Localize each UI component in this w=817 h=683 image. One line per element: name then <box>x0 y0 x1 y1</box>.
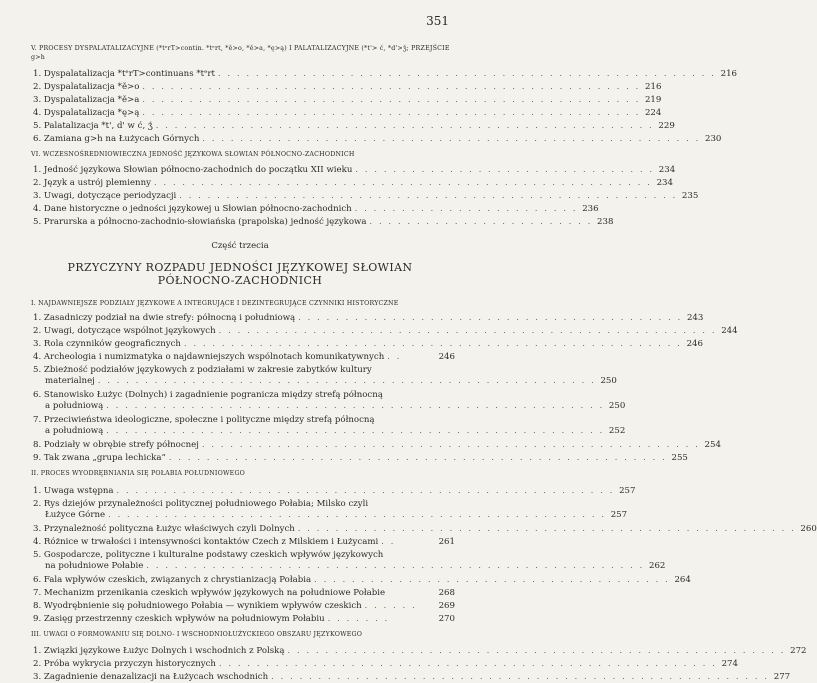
toc-entry-label-cont: na południowe Połabie <box>45 560 144 571</box>
toc-entry[interactable] <box>33 537 455 548</box>
toc-entry[interactable] <box>33 108 662 119</box>
dot-leader: . . <box>387 352 402 361</box>
toc-entry-page: 216 <box>720 69 738 79</box>
section-heading-vi: VI. WCZESNOŚREDNIOWIECZNA JEDNOŚĆ JĘZYKOWA SŁOWIAN PÓŁNOCNO-ZACHODNICH <box>31 151 355 158</box>
toc-entry-page: 246 <box>438 352 455 362</box>
toc-entry[interactable] <box>33 165 676 176</box>
toc-entry-page: 274 <box>721 659 738 669</box>
toc-entry[interactable] <box>33 204 599 215</box>
toc-entry-page: 244 <box>721 326 738 336</box>
toc-entry[interactable] <box>33 440 721 451</box>
toc-entry-page: 229 <box>658 121 675 131</box>
dot-leader: . . . . . . . . . . . . . . . . . . . . . . . . <box>369 217 593 226</box>
toc-entry-page: 252 <box>608 425 626 436</box>
toc-entry-label: 1. Zasadniczy podział na dwie strefy: północną i południową <box>33 313 296 323</box>
toc-entry[interactable] <box>33 601 455 612</box>
toc-entry[interactable] <box>33 550 666 571</box>
part-title-line2: PÓŁNOCNO-ZACHODNICH <box>157 274 323 287</box>
toc-entry[interactable] <box>33 524 817 535</box>
toc-entry-label: 4. Różnice w trwałości i intensywności kontaktów Czech z Milskiem i Łużycami <box>33 537 379 547</box>
toc-entry-page: 268 <box>438 588 455 598</box>
toc-entry-label: 6. Stanowisko Łużyc (Dolnych) i zagadnienie pogranicza między strefą północną <box>33 390 383 400</box>
toc-entry-page: 243 <box>686 313 704 323</box>
dot-leader: . . . . . . . . . . . . . . . . . . . . . . . . . . . . . . . . . . . . . . . . . . . . . . . . . . . . . <box>142 95 641 104</box>
toc-entry-label: 4. Dyspalatalizacja *ę>ą <box>33 108 140 118</box>
dot-leader: . . . . . . . . . . . . . . . . . . . . . . . . . . . . . . . . . . . . . . . . . . . . . . . . . . . . . <box>168 453 667 462</box>
toc-entry-label: 2. Uwagi, dotyczące wspólnot językowych <box>33 326 216 336</box>
toc-entry-label: 3. Zagadnienie denazalizacji na Łużycach wschodnich <box>33 672 269 682</box>
toc-entry[interactable] <box>33 95 662 106</box>
toc-entry-page: 236 <box>582 204 599 214</box>
toc-entry[interactable] <box>33 69 738 80</box>
part-title-line1: PRZYCZYNY ROZPADU JEDNOŚCI JĘZYKOWEJ SŁOWIAN <box>67 261 413 274</box>
dot-leader: . . . . . . . . . . . . . . . . . . . . . . . . . . . . . . . . . . . . . . . . . . . . . . . . . . . . . <box>202 134 701 143</box>
toc-entry-label: 3. Przynależność polityczna Łużyc właściwych czyli Dolnych <box>33 524 295 534</box>
toc-entry-page: 224 <box>644 108 662 118</box>
dot-leader: . . . . . . . . . . . . . . . . . . . . . . . . . . . . . . . . . . . . . . . . . . . . . . . . . . . . . <box>183 339 682 348</box>
toc-entry-label: 6. Zamiana g>h na Łużycach Górnych <box>33 134 200 144</box>
dot-leader: . . . . . . . . . . . . . . . . . . . . . . . . . . . . . . . . . . . . . . . . . . . . . . . . . . . . . <box>106 425 605 435</box>
dot-leader: . . . . . . . . . . . . . . . . . . . . . . . . <box>354 204 578 213</box>
dot-leader: . . . . . . . . . . . . . . . . . . . . . . . . . . . . . . . . . . . . . . . . . . . . . . . . . . . . . <box>108 509 607 519</box>
toc-entry[interactable] <box>33 486 636 497</box>
dot-leader: . . <box>381 537 396 546</box>
toc-entry-page: 219 <box>644 95 662 105</box>
toc-entry-label: 3. Uwagi, dotyczące periodyzacji <box>33 191 177 201</box>
toc-entry-page: 235 <box>681 191 699 201</box>
toc-entry-page: 269 <box>438 601 455 611</box>
toc-entry-page: 257 <box>610 509 628 520</box>
dot-leader: . . . . . . . . . . . . . . . . . . . . . . . . . . . . . . . . . . . . . . <box>314 575 670 584</box>
toc-entry-page: 255 <box>671 453 688 463</box>
toc-entry[interactable] <box>33 365 617 386</box>
section-heading-i: I. NAJDAWNIEJSZE PODZIAŁY JĘZYKOWE A INTEGRUJĄCE I DEZINTEGRUJĄCE CZYNNIKI HISTORYCZNE <box>31 300 399 307</box>
toc-entry-label: 1. Uwaga wstępna <box>33 486 114 496</box>
toc-entry-page: 260 <box>800 524 817 534</box>
toc-entry-page: 262 <box>648 560 666 571</box>
toc-entry-label: 7. Przeciwieństwa ideologiczne, społeczne i polityczne między strefą północną <box>33 415 375 425</box>
toc-entry[interactable] <box>33 134 722 145</box>
dot-leader: . . . . . . . <box>327 614 390 623</box>
toc-entry-label: 8. Wyodrębnienie się południowego Połabia — wynikiem wpływów czeskich <box>33 601 362 611</box>
toc-entry-page: 234 <box>656 178 673 188</box>
dot-leader: . . . . . . . . . . . . . . . . . . . . . . . . . . . . . . . . . . . . . . . . . . . . . . . . . . . . . <box>201 440 700 449</box>
toc-entry-label: 2. Próba wykrycia przyczyn historycznych <box>33 659 216 669</box>
toc-entry-page: 270 <box>438 614 455 624</box>
toc-entry-label: 9. Zasięg przestrzenny czeskich wpływów na południowym Połabiu <box>33 614 325 624</box>
toc-entry[interactable] <box>33 178 673 189</box>
toc-entry-label: 2. Rys dziejów przynależności politycznej południowego Połabia; Milsko czyli <box>33 499 369 509</box>
part-label: Część trzecia <box>211 241 269 251</box>
toc-entry-page: 272 <box>790 646 807 656</box>
toc-entry[interactable] <box>33 326 738 337</box>
section-heading-v: V. PROCESY DYSPALATALIZACYJNE (*tᵉrT>contin. *tᵉrt, *ě>o, *ě>a, *ę>ą) I PALATALIZACYJNE (*t'> ć, *d'>ʒ́; PRZEJŚCIE g>h <box>31 45 450 61</box>
toc-entry[interactable] <box>33 82 662 93</box>
toc-entry-page: 246 <box>686 339 703 349</box>
toc-entry[interactable] <box>33 352 455 363</box>
toc-entry-page: 234 <box>658 165 676 175</box>
toc-entry[interactable] <box>33 191 699 202</box>
dot-leader: . . . . . . . . . . . . . . . . . . . . . . . . . . . . . . . . <box>355 165 655 174</box>
dot-leader: . . . . . . . . . . . . . . . . . . . . . . . . . . . . . . . . . . . . . . . . . . . . . . . . . . . . . <box>218 69 717 78</box>
toc-entry-label: 5. Gospodarcze, polityczne i kulturalne podstawy czeskich wpływów językowych <box>33 550 384 560</box>
toc-entry-label-cont: a południową <box>45 425 104 436</box>
dot-leader: . . . . . . . . . . . . . . . . . . . . . . . . . . . . . . . . . . . . . . . . . . . . . . . . . . . . . <box>116 486 615 495</box>
toc-entry-label: 1. Dyspalatalizacja *tᵉrT>continuans *tᵉrt <box>33 69 215 79</box>
toc-entry[interactable] <box>33 659 738 670</box>
toc-entry[interactable] <box>33 390 626 411</box>
toc-entry-label: 2. Dyspalatalizacja *ě>o <box>33 82 140 92</box>
dot-leader: . . . . . . . . . . . . . . . . . . . . . . . . . . . . . . . . . . . . . . . . . . . . . . . . . . . . . <box>97 375 596 385</box>
toc-entry[interactable] <box>33 588 455 599</box>
toc-entry[interactable] <box>33 575 691 586</box>
toc-entry-label: 3. Rola czynników geograficznych <box>33 339 181 349</box>
toc-entry-label: 3. Dyspalatalizacja *ě>a <box>33 95 140 105</box>
toc-entry-label: 2. Język a ustrój plemienny <box>33 178 151 188</box>
dot-leader: . . . . . . . . . . . . . . . . . . . . . . . . . . . . . . . . . . . . . . . . . . . . . . . . . . . . . <box>142 82 641 91</box>
dot-leader: . . . . . . . . . . . . . . . . . . . . . . . . . . . . . . . . . . . . . . . . . . . . . . . . . . . . . <box>146 560 645 570</box>
dot-leader: . . . . . . . . . . . . . . . . . . . . . . . . . . . . . . . . . . . . . . . . . . . . . . . . . . . . . <box>297 524 796 533</box>
toc-entry-page: 238 <box>597 217 614 227</box>
dot-leader: . . . . . . . . . . . . . . . . . . . . . . . . . . . . . . . . . . . . . . . . . . . . . . . . . . . . . <box>106 400 605 410</box>
toc-entry-label: 5. Prarurska a północno-zachodnio-słowiańska (prapolska) jedność językowa <box>33 217 367 227</box>
toc-entry[interactable] <box>33 672 791 683</box>
toc-entry[interactable] <box>33 313 704 324</box>
toc-entry-page: 230 <box>704 134 722 144</box>
toc-entry-label: 1. Związki językowe Łużyc Dolnych i wschodnich z Polską <box>33 646 285 656</box>
toc-entry[interactable] <box>33 646 807 657</box>
toc-entry-label: 6. Fala wpływów czeskich, związanych z chrystianizacją Połabia <box>33 575 312 585</box>
toc-entry[interactable] <box>33 339 703 350</box>
dot-leader: . . . . . . . . . . . . . . . . . . . . . . . . . . . . . . . . . . . . . . . . . . . . . . . . . . . . . <box>271 672 770 681</box>
toc-entry-page: 257 <box>619 486 636 496</box>
dot-leader: . . . . . . . . . . . . . . . . . . . . . . . . . . . . . . . . . . . . . . . . . . . . . . . . . . . . . <box>218 326 717 335</box>
toc-entry-label: 4. Archeologia i numizmatyka o najdawniejszych wspólnotach komunikatywnych <box>33 352 385 362</box>
toc-entry-label: 5. Palatalizacja *t', d' w ć, ʒ́ <box>33 121 153 131</box>
dot-leader: . . . . . . . . . . . . . . . . . . . . . . . . . . . . . . . . . . . . . . . . . . . . . . . . . . . . . <box>287 646 786 655</box>
toc-entry-label: 1. Jedność językowa Słowian północno-zachodnich do początku XII wieku <box>33 165 353 175</box>
toc-entry-label: 7. Mechanizm przenikania czeskich wpływów językowych na południowe Połabie <box>33 588 386 598</box>
toc-entry-page: 250 <box>600 375 617 386</box>
section-heading-iii: III. UWAGI O FORMOWANIU SIĘ DOLNO- I WSCHODNIOŁUŻYCKIEGO OBSZARU JĘZYKOWEGO <box>31 631 363 638</box>
dot-leader: . . . . . . . . . . . . . . . . . . . . . . . . . . . . . . . . . . . . . . . . . . . . . . . . . . . . . <box>153 178 652 187</box>
toc-entry[interactable] <box>33 499 628 520</box>
toc-entry-page: 277 <box>773 672 791 682</box>
toc-entry-label: 5. Zbieżność podziałów językowych z podziałami w zakresie zabytków kultury <box>33 365 372 375</box>
toc-entry-label: 4. Dane historyczne o jedności językowej u Słowian północno-zachodnich <box>33 204 352 214</box>
toc-entry[interactable] <box>33 121 675 132</box>
toc-entry[interactable] <box>33 453 688 464</box>
dot-leader: . . . . . . . . . . . . . . . . . . . . . . . . . . . . . . . . . . . . . . . . . . . . . . . . . . . . . <box>142 108 641 117</box>
toc-entry-page: 261 <box>438 537 455 547</box>
toc-entry-label-cont: materialnej <box>45 375 95 386</box>
toc-entry[interactable] <box>33 415 626 436</box>
section-heading-ii: II. PROCES WYODRĘBNIANIA SIĘ POŁABIA POŁUDNIOWEGO <box>31 470 246 477</box>
toc-entry-page: 216 <box>645 82 662 92</box>
toc-entry-label-cont: a południową <box>45 400 104 411</box>
toc-entry[interactable] <box>33 217 614 228</box>
toc-entry-page: 264 <box>674 575 691 585</box>
toc-entry-label: 9. Tak zwana „grupa lechicka” <box>33 453 166 463</box>
toc-entry-label-cont: Łużyce Górne <box>45 509 106 520</box>
dot-leader: . . . . . . . . . . . . . . . . . . . . . . . . . . . . . . . . . . . . . . . . . . . . . . . . . . . . . <box>218 659 717 668</box>
toc-entry-page: 254 <box>704 440 721 450</box>
dot-leader: . . . . . . . . . . . . . . . . . . . . . . . . . . . . . . . . . . . . . . . . . . . . . . . . . . . . . <box>155 121 654 130</box>
dot-leader: . . . . . . . . . . . . . . . . . . . . . . . . . . . . . . . . . . . . . . . . . . . . . . . . . . . . . <box>179 191 678 200</box>
toc-entry-page: 250 <box>608 400 626 411</box>
toc-entry-label: 8. Podziały w obrębie strefy północnej <box>33 440 199 450</box>
dot-leader: . . . . . . <box>364 601 417 610</box>
dot-leader: . . . . . . . . . . . . . . . . . . . . . . . . . . . . . . . . . . . . . . . . . <box>298 313 683 322</box>
page-number: 351 <box>426 14 449 28</box>
toc-entry[interactable] <box>33 614 455 625</box>
